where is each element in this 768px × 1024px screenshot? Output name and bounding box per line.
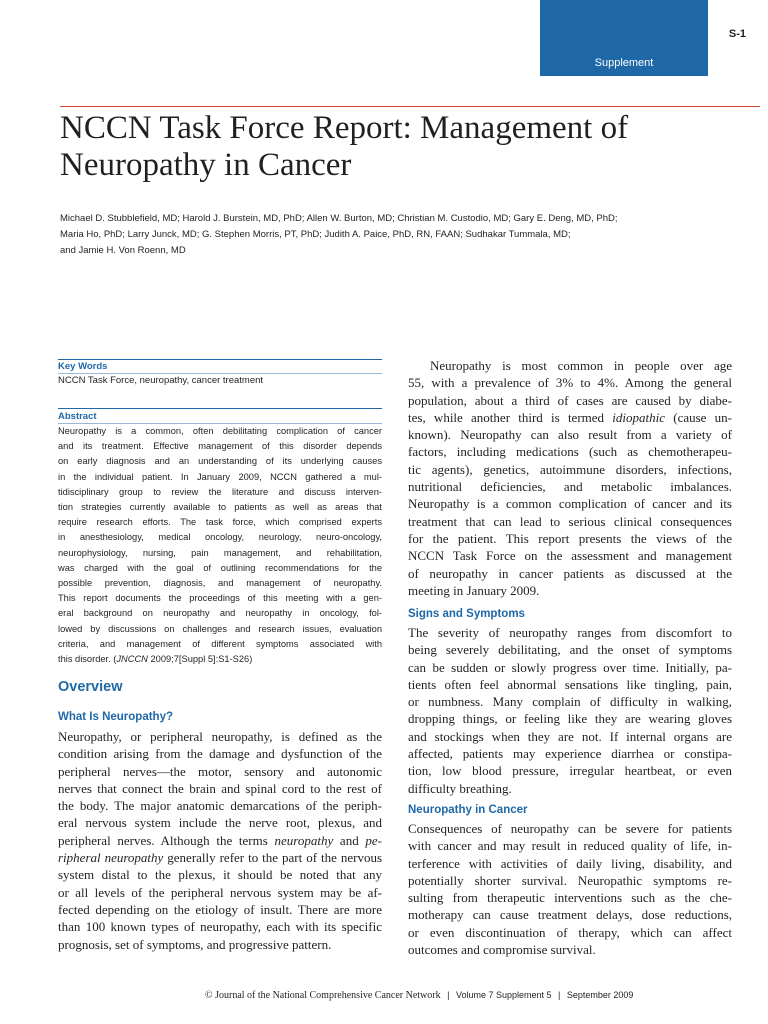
signs-symptoms-heading: Signs and Symptoms	[408, 608, 525, 620]
abstract-heading: Abstract	[58, 411, 97, 422]
page-footer	[205, 990, 633, 1001]
term-peripheral-neuropathy-end: ripheral neuropathy	[58, 850, 164, 866]
abstract-line: tion strategies currently available to patients as well as areas that	[58, 502, 382, 513]
abstract-line: was charged with the goal of outlining recommendations for the	[58, 562, 382, 573]
footer-journal: © Journal of the National Comprehensive Cancer Network	[205, 990, 441, 1001]
overview-body	[58, 728, 382, 953]
abstract-line: and its treatment. Effective management of this disorder depends	[58, 441, 382, 452]
article-title: NCCN Task Force Report: Management of Neuropathy in Cancer	[60, 110, 629, 183]
what-is-neuropathy-heading: What Is Neuropathy?	[58, 711, 174, 723]
body-line	[408, 409, 732, 426]
abstract-line: lowed by discussions on challenges and research issues, evaluation	[58, 623, 382, 634]
abstract-line: possible prevention, diagnosis, and management of neuropathy.	[58, 578, 382, 589]
supplement-banner	[540, 0, 708, 76]
body-line: Neuropathy is a common complication of cancer and its	[408, 496, 732, 512]
body-line: nutritional deficiencies, and metabolic imbalances.	[408, 479, 732, 495]
keywords-rule	[58, 359, 382, 360]
body-line: difficulty breathing.	[408, 780, 512, 796]
body-line: of neuropathy in cancer patients as discussed at the	[408, 565, 732, 581]
body-line: outcomes and compromise survival.	[408, 942, 596, 958]
author-line: Michael D. Stubblefield, MD; Harold J. Burstein, MD, PhD; Allen W. Burton, MD; Christian M. Custodio, MD; Gary E. Deng, MD, PhD;	[60, 213, 618, 224]
abstract-line: Neuropathy is a common, often debilitating complication of cancer	[58, 426, 382, 436]
footer-volume: Volume 7 Supplement 5	[455, 990, 552, 1000]
body-line: treatment that can lead to serious clinical consequences	[408, 513, 732, 529]
body-line: nerves that connect the brain and spinal cord to the rest of	[58, 780, 382, 796]
overview-heading: Overview	[58, 679, 123, 695]
body-line	[58, 849, 382, 866]
body-line: meeting in January 2009.	[408, 582, 540, 598]
body-line: being severely debilitating, and the onset of symptoms	[408, 642, 732, 658]
abstract-body	[58, 424, 382, 667]
body-text: generally refer to the part of the nervous	[163, 850, 382, 866]
keywords-underline	[58, 373, 382, 374]
term-neuropathy: neuropathy	[274, 832, 334, 848]
body-line: tic agents), genetics, autoimmune disorders, infections,	[408, 461, 732, 477]
body-line: system distal to the plexus, it should be noted that any	[58, 867, 382, 883]
body-line: with cancer and may result in reduced quality of life, in-	[408, 838, 732, 854]
body-line: Consequences of neuropathy can be severe for patients	[408, 821, 732, 836]
body-line: prognosis, set of symptoms, and progressive pattern.	[58, 936, 332, 952]
body-line: fected depending on the etiology of insult. There are more	[58, 901, 382, 917]
body-line: the body. The major anatomic demarcations of the periph-	[58, 798, 382, 814]
footer-separator: |	[447, 990, 450, 1000]
title-rule	[60, 106, 760, 107]
body-text: tes, while another third is termed	[408, 409, 613, 425]
abstract-line: criteria, and management of different symptoms associated with	[58, 638, 382, 649]
body-line: terference with activities of daily living, disability, and	[408, 855, 732, 871]
abstract-line: in the individual patient. In January 2009, NCCN gathered a mul-	[58, 471, 382, 482]
body-text: (cause un-	[665, 409, 732, 425]
body-line: can be sudden or slowly progress over time. Initially, pa-	[408, 659, 732, 675]
body-line: affected, patients may experience diarrhea or constipa-	[408, 746, 732, 762]
abstract-last-text: this disorder. (	[58, 654, 117, 665]
body-line: dropping things, or feeling like they are wearing gloves	[408, 711, 732, 727]
supplement-label: Supplement	[594, 57, 654, 69]
body-line: than 100 known types of neuropathy, each with its specific	[58, 919, 382, 935]
body-line: sulting from therapeutic interventions such as the che-	[408, 890, 732, 906]
signs-paragraph	[408, 624, 732, 797]
body-text: peripheral nerves. Although the terms	[58, 832, 275, 848]
body-line: population, about a third of cases are caused by diabe-	[408, 392, 732, 408]
abstract-line: in anesthesiology, medical oncology, neurology, neuro-oncology,	[58, 532, 382, 543]
author-list	[60, 211, 700, 259]
citation-details: 2009;7[Suppl 5]:S1-S26)	[147, 654, 253, 665]
body-line: and stockings when they are not. If internal organs are	[408, 728, 732, 744]
footer-separator: |	[558, 990, 561, 1000]
body-text: and	[333, 832, 366, 848]
body-line: peripheral nerves—the motor, sensory and autonomic	[58, 763, 382, 779]
abstract-line: eral background on neuropathy and neuropathy in oncology, fol-	[58, 608, 382, 619]
author-line: Maria Ho, PhD; Larry Junck, MD; G. Stephen Morris, PT, PhD; Judith A. Paice, PhD, RN, FAAN; Sudhakar Tummala, MD;	[60, 229, 571, 240]
abstract-line: neurophysiology, nursing, pain management, and rehabilitation,	[58, 547, 382, 558]
body-line: 55, with a prevalence of 3% to 4%. Among the general	[408, 375, 732, 391]
body-line: or even discontinuation of therapy, which can affect	[408, 924, 732, 940]
body-line: for the patient. This report presents the views of the	[408, 530, 732, 546]
body-line: eral nervous system include the nerve root, plexus, and	[58, 815, 382, 831]
term-peripheral-neuropathy-start: pe-	[365, 832, 382, 848]
citation-journal: JNCCN	[116, 654, 148, 665]
body-line: known). Neuropathy can also result from a variety of	[408, 427, 732, 443]
body-line: tion, low blood pressure, irregular heartbeat, or even	[408, 763, 732, 779]
body-line: condition arising from the damage and dysfunction of the	[58, 746, 382, 762]
body-line: potentially shorter survival. Neuropathic symptoms re-	[408, 872, 732, 888]
body-line	[58, 832, 382, 849]
term-idiopathic: idiopathic	[612, 409, 665, 425]
abstract-last-line	[58, 652, 382, 667]
body-line: or all levels of the peripheral nervous system may be af-	[58, 884, 382, 900]
keywords-text: NCCN Task Force, neuropathy, cancer treatment	[58, 375, 264, 386]
keywords-heading: Key Words	[58, 361, 108, 372]
page-number: S-1	[728, 28, 746, 40]
body-line: factors, including medications (such as chemotherapeu-	[408, 444, 732, 460]
body-line: Neuropathy is most common in people over age	[430, 358, 732, 373]
cancer-paragraph	[408, 820, 732, 958]
footer-date: September 2009	[566, 990, 634, 1000]
body-line: Neuropathy, or peripheral neuropathy, is defined as the	[58, 729, 382, 744]
author-line: and Jamie H. Von Roenn, MD	[60, 245, 186, 256]
body-line: NCCN Task Force on the assessment and management	[408, 548, 732, 564]
abstract-line: This report documents the proceedings of this meeting with a gen-	[58, 593, 382, 604]
abstract-line: on early diagnosis and an understanding of its underlying causes	[58, 456, 382, 467]
abstract-rule	[58, 408, 382, 409]
body-line: or numbness. Many complain of difficulty in walking,	[408, 694, 732, 710]
body-line: The severity of neuropathy ranges from discomfort to	[408, 625, 732, 640]
neuropathy-in-cancer-heading: Neuropathy in Cancer	[408, 804, 528, 816]
abstract-line: require research efforts. The task force, which comprised experts	[58, 517, 382, 528]
abstract-line: tidisciplinary group to review the literature and discuss interven-	[58, 486, 382, 497]
body-line: motherapy can cause treatment delays, dose reductions,	[408, 907, 732, 923]
intro-paragraph	[408, 357, 732, 599]
body-line: tients often feel abnormal sensations like tingling, pain,	[408, 676, 732, 692]
